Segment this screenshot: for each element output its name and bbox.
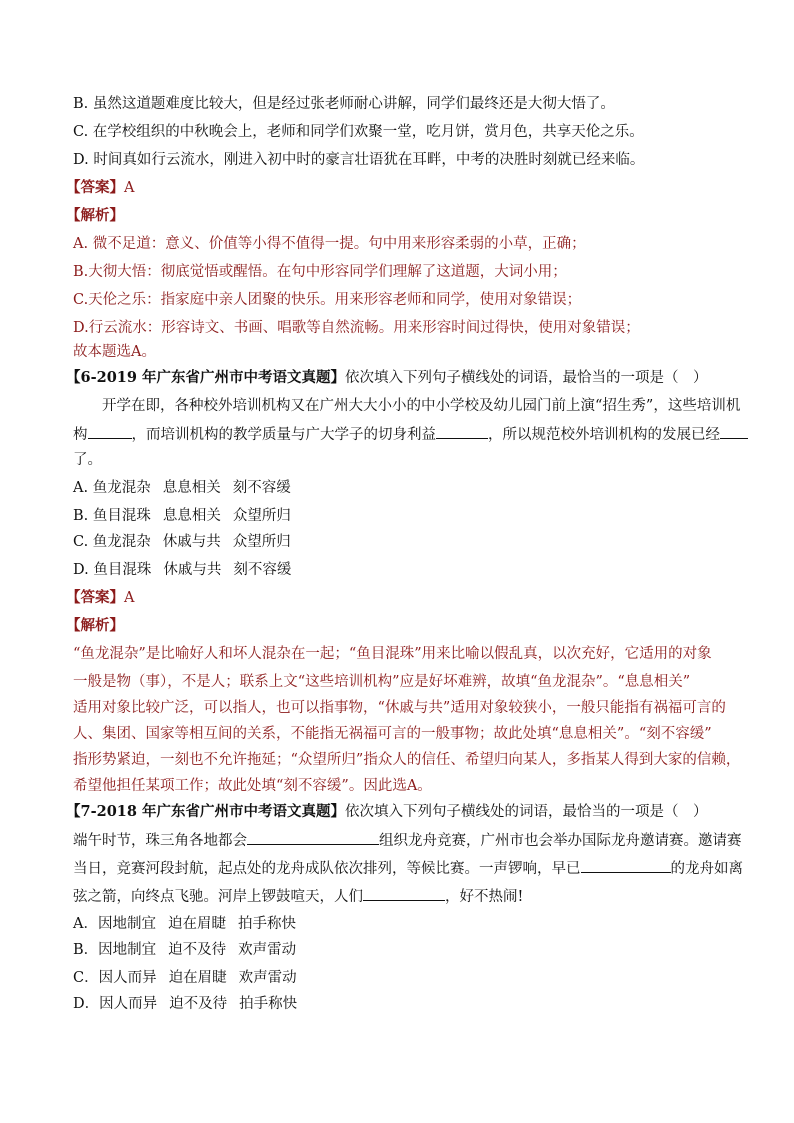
option-text: 拍手称快 [239,996,298,1012]
option-text: 众望所归 [232,534,291,550]
q6-analysis-line: 希望他担任某项工作；故此处填“刻不容缓”。因此选A。 [73,778,432,794]
q6-source: 【6-2019 年广东省广州市中考语文真题】 [66,369,346,386]
option-text: 欢声雷动 [238,970,297,986]
q6-passage-line1: 开学在即，各种校外培训机构又在广州大大小小的中小学校及幼儿园门前上演“招生秀”，这些培训机 [102,398,741,414]
q7-passage-line2 [73,858,743,879]
q7-passage-line1 [73,830,742,851]
passage-text: 构 [73,427,88,443]
option-text: B. 鱼目混珠 [73,508,151,524]
option-text: 刻不容缓 [232,480,291,496]
answer-label: 【答案】 [66,589,124,606]
q7-option-c [73,968,734,988]
option-text: 刻不容缓 [233,562,292,578]
q6-header [66,368,734,388]
option-text: A. 鱼龙混杂 [73,480,151,496]
q5-answer [66,178,734,198]
option-text: 迫不及待 [169,996,228,1012]
option-text: 休戚与共 [163,562,222,578]
q6-analysis-line: 适用对象比较广泛，可以指人，也可以指事物，“休戚与共”适用对象较狭小，一般只能指有祸福可言的 [73,700,726,716]
fill-blank [363,886,445,901]
q6-analysis-line: 一般是物（事），不是人；联系上文“这些培训机构”应是好坏难辨，故填“鱼龙混杂”。“息息相关” [73,674,691,690]
answer-value: A [124,180,135,196]
fill-blank [88,424,132,439]
q5-option-c: C. 在学校组织的中秋晚会上，老师和同学们欢聚一堂，吃月饼，赏月色，共享天伦之乐。 [73,124,644,140]
passage-text: ，好不热闹! [445,889,524,905]
q5-analysis-line: C.天伦之乐：指家庭中亲人团聚的快乐。用来形容老师和同学，使用对象错误； [73,292,582,308]
q6-analysis-line: 指形势紧迫，一刻也不允许拖延；“众望所归”指众人的信任、希望归向某人，多指某人得到大家的信赖， [73,752,741,768]
answer-label: 【答案】 [66,179,124,196]
fill-blank [720,424,748,439]
passage-text: ，所以规范校外培训机构的发展已经 [488,427,720,443]
q7-passage-line3 [73,886,734,907]
option-text: 息息相关 [162,480,221,496]
q6-analysis-line: “鱼龙混杂”是比喻好人和坏人混杂在一起；“鱼目混珠”用来比喻以假乱真，以次充好，它适用的对象 [73,646,712,662]
option-text: A．因地制宜 [73,916,156,932]
q6-passage-line2 [73,424,734,445]
option-text: 拍手称快 [237,916,296,932]
passage-text: 端午时节，珠三角各地都会 [73,833,247,849]
q6-option-a [73,478,734,498]
fill-blank [436,424,488,439]
q5-analysis-line: D.行云流水：形容诗文、书画、唱歌等自然流畅。用来形容时间过得快，使用对象错误； [73,320,640,336]
option-text: 众望所归 [232,508,291,524]
passage-text: 当日，竞赛河段封航，起点处的龙舟成队依次排列，等候比赛。一声锣响，早已 [73,861,581,877]
q5-analysis-line: B.大彻大悟：彻底觉悟或醒悟。在句中形容同学们理解了这道题，大词小用； [73,264,567,280]
q6-answer [66,588,734,608]
q7-header [66,802,734,822]
q6-option-d [73,560,734,580]
fill-blank [581,858,671,873]
q7-option-b [73,940,734,960]
option-text: D．因人而异 [73,996,158,1012]
option-text: 迫在眉睫 [168,970,227,986]
q5-analysis-line: A. 微不足道：意义、价值等小得不值得一提。句中用来形容柔弱的小草，正确； [73,236,586,252]
option-text: 息息相关 [162,508,221,524]
option-text: C. 鱼龙混杂 [73,534,151,550]
q7-option-d [73,994,734,1014]
option-text: 迫不及待 [168,942,227,958]
passage-text: 组织龙舟竞赛，广州市也会举办国际龙舟邀请赛。邀请赛 [379,833,742,849]
q6-analysis-line: 人、集团、国家等相互间的关系，不能指无祸福可言的一般事物；故此处填“息息相关”。“刻不容缓” [73,726,712,742]
answer-value: A [124,590,135,606]
q6-prompt: 依次填入下列句子横线处的词语，最恰当的一项是（ ） [345,370,708,386]
option-text: 迫在眉睫 [167,916,226,932]
q6-option-b [73,506,734,526]
fill-blank [247,830,379,845]
passage-text: 弦之箭，向终点飞驰。河岸上锣鼓喧天，人们 [73,889,363,905]
option-text: 休戚与共 [162,534,221,550]
q5-option-b: B. 虽然这道题难度比较大，但是经过张老师耐心讲解，同学们最终还是大彻大悟了。 [73,96,615,112]
q6-passage-line3: 了。 [73,452,102,468]
q5-analysis-label: 【解析】 [66,207,124,224]
passage-text: ，而培训机构的教学质量与广大学子的切身利益 [131,427,436,443]
q7-prompt: 依次填入下列句子横线处的词语，最恰当的一项是（ ） [345,804,708,820]
option-text: B．因地制宜 [73,942,157,958]
q6-option-c [73,532,734,552]
q5-analysis-line: 故本题选A。 [73,344,156,360]
q5-option-d: D. 时间真如行云流水，刚进入初中时的豪言壮语犹在耳畔，中考的决胜时刻就已经来临。 [73,152,645,168]
option-text: C．因人而异 [73,970,157,986]
q7-source: 【7-2018 年广东省广州市中考语文真题】 [66,803,346,820]
option-text: 欢声雷动 [238,942,297,958]
option-text: D. 鱼目混珠 [73,562,152,578]
q7-option-a [73,914,734,934]
passage-text: 的龙舟如离 [670,861,743,877]
q6-analysis-label: 【解析】 [66,617,124,634]
